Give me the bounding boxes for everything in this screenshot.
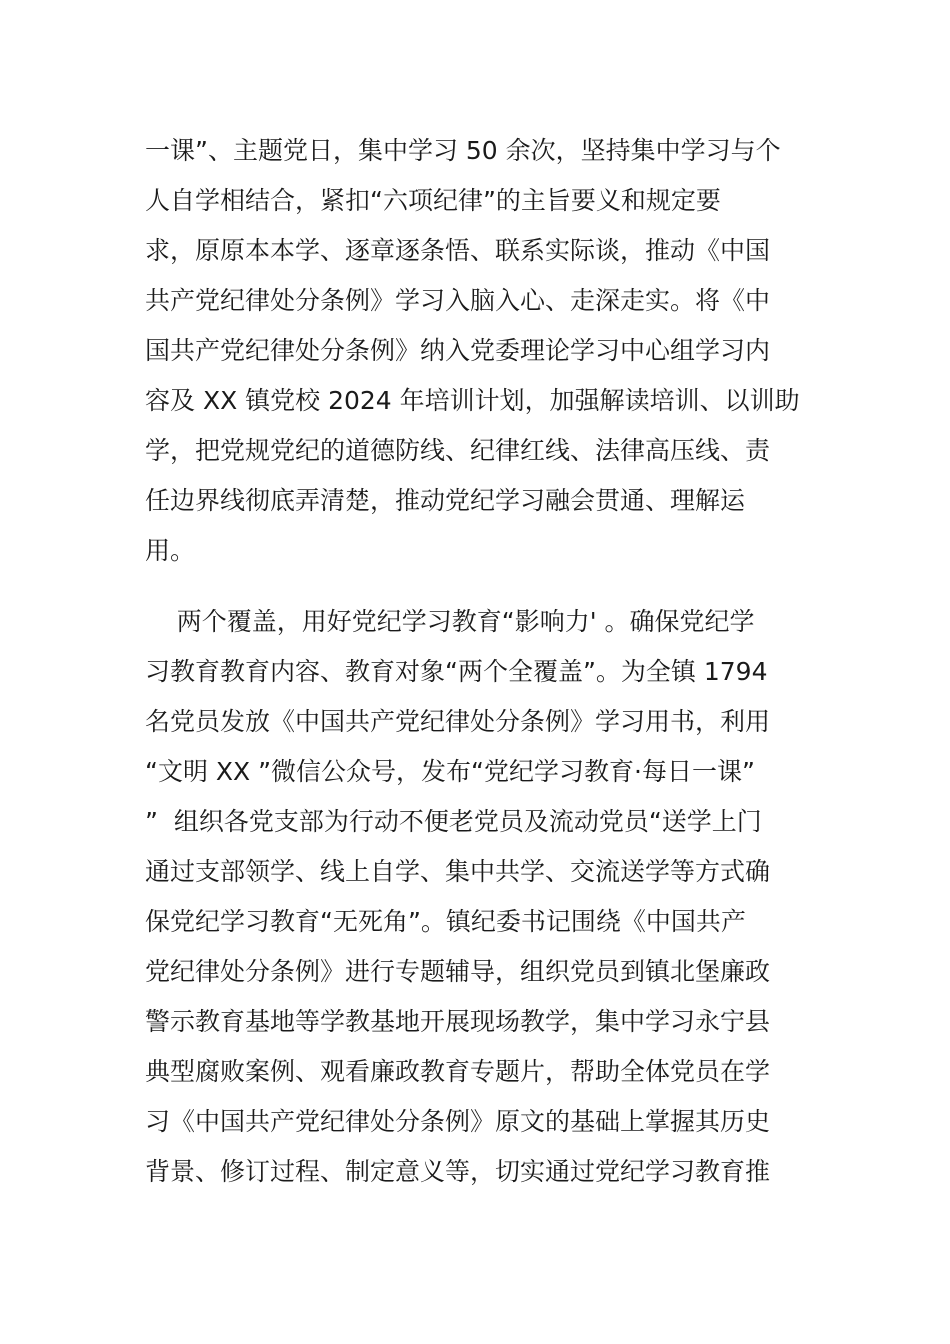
text-line: 保党纪学习教育“无死角”。镇纪委书记围绕《中国共产 bbox=[145, 907, 746, 936]
text-line: 容及 XX 镇党校 2024 年培训计划，加强解读培训、以训助 bbox=[145, 386, 800, 415]
text-line: 一课”、主题党日，集中学习 50 余次，坚持集中学习与个 bbox=[145, 136, 781, 165]
text-line: 警示教育基地等学教基地开展现场教学，集中学习永宁县 bbox=[145, 1007, 771, 1036]
text-line: 背景、修订过程、制定意义等，切实通过党纪学习教育推 bbox=[145, 1157, 771, 1186]
text-line: 两个覆盖，用好党纪学习教育“影响力' 。确保党纪学 bbox=[145, 607, 755, 636]
text-line: 习《中国共产党纪律处分条例》原文的基础上掌握其历史 bbox=[145, 1107, 771, 1136]
text-line: 通过支部领学、线上自学、集中共学、交流送学等方式确 bbox=[145, 857, 771, 886]
text-line: 学，把党规党纪的道德防线、纪律红线、法律高压线、责 bbox=[145, 436, 771, 465]
text-line: 名党员发放《中国共产党纪律处分条例》学习用书，利用 bbox=[145, 707, 771, 736]
text-line: 党纪律处分条例》进行专题辅导，组织党员到镇北堡廉政 bbox=[145, 957, 771, 986]
text-line: 共产党纪律处分条例》学习入脑入心、走深走实。将《中 bbox=[145, 286, 771, 315]
text-line: 习教育教育内容、教育对象“两个全覆盖”。为全镇 1794 bbox=[145, 657, 768, 686]
text-line: ” 组织各党支部为行动不便老党员及流动党员“送学上门 bbox=[145, 807, 762, 836]
text-line: 用。 bbox=[145, 536, 196, 565]
text-line: 国共产党纪律处分条例》纳入党委理论学习中心组学习内 bbox=[145, 336, 771, 365]
text-line: 人自学相结合，紧扣“六项纪律”的主旨要义和规定要 bbox=[145, 186, 721, 215]
text-line: 求，原原本本学、逐章逐条悟、联系实际谈，推动《中国 bbox=[145, 236, 771, 265]
text-line: 任边界线彻底弄清楚，推动党纪学习融会贯通、理解运 bbox=[145, 486, 746, 515]
text-line: “文明 XX ”微信公众号，发布“党纪学习教育·每日一课” bbox=[145, 757, 755, 786]
text-line: 典型腐败案例、观看廉政教育专题片，帮助全体党员在学 bbox=[145, 1057, 771, 1086]
